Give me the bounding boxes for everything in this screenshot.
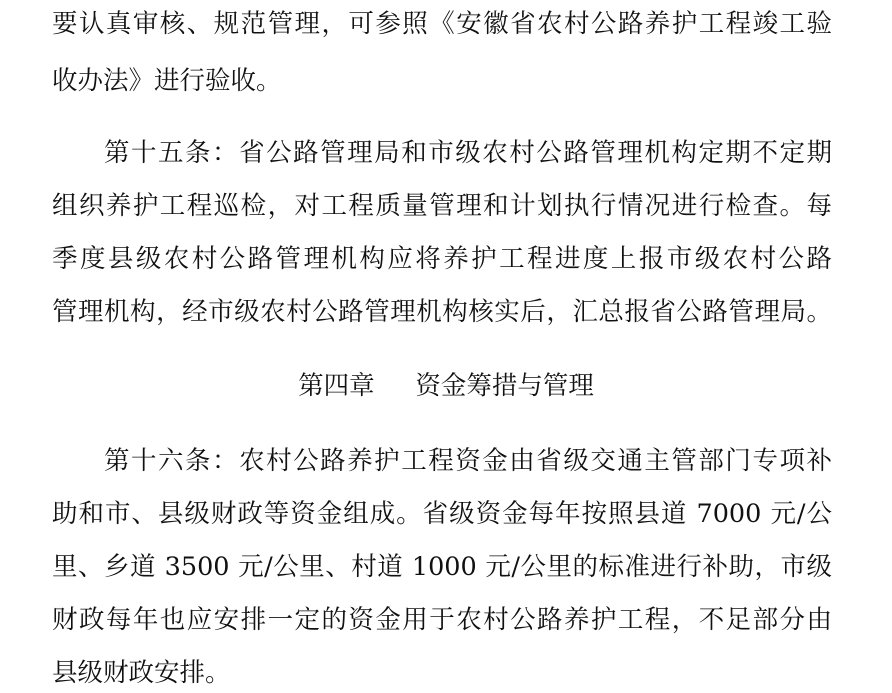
article-16-line: 第十六条：农村公路养护工程资金由省级交通主管部门专项补 xyxy=(104,446,832,476)
article-16-line: 县级财政安排。 xyxy=(52,658,231,688)
chapter-number: 第四章 xyxy=(298,371,375,401)
article-15-line: 组织养护工程巡检，对工程质量管理和计划执行情况进行检查。每 xyxy=(52,191,832,221)
chapter-title: 资金筹措与管理 xyxy=(415,371,594,401)
paragraph-line: 收办法》进行验收。 xyxy=(52,66,282,96)
article-15-line: 第十五条：省公路管理局和市级农村公路管理机构定期不定期 xyxy=(104,138,832,168)
article-16-line: 里、乡道 3500 元/公里、村道 1000 元/公里的标准进行补助，市级 xyxy=(52,552,832,582)
article-15-line: 季度县级农村公路管理机构应将养护工程进度上报市级农村公路 xyxy=(52,244,832,274)
article-16-line: 助和市、县级财政等资金组成。省级资金每年按照县道 7000 元/公 xyxy=(52,499,832,529)
paragraph-line: 要认真审核、规范管理，可参照《安徽省农村公路养护工程竣工验 xyxy=(52,9,832,39)
article-15-line: 管理机构，经市级农村公路管理机构核实后，汇总报省公路管理局。 xyxy=(52,297,832,327)
article-16-line: 财政每年也应安排一定的资金用于农村公路养护工程，不足部分由 xyxy=(52,605,832,635)
chapter-heading xyxy=(0,366,892,406)
